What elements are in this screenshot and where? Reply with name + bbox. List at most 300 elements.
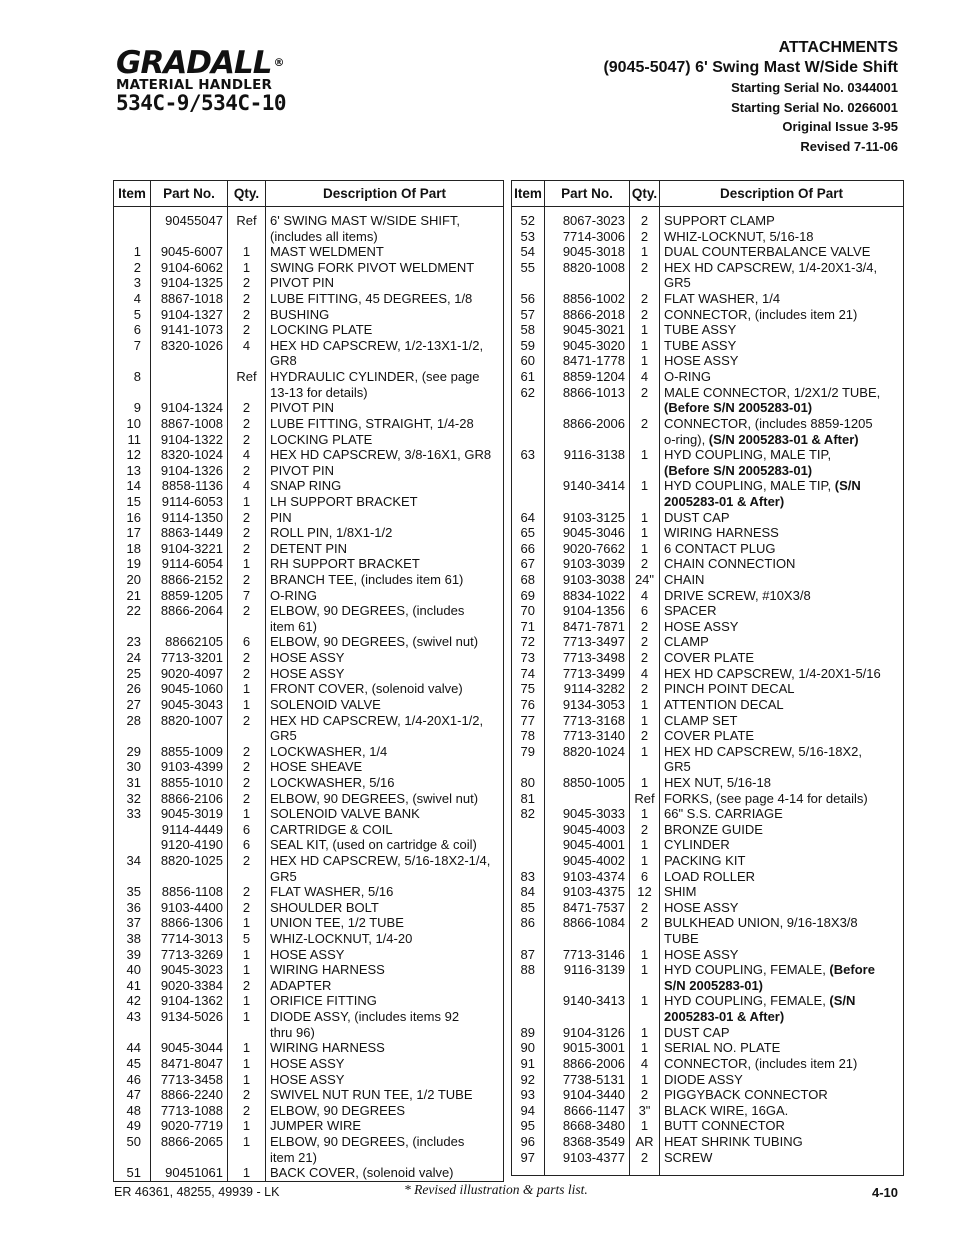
table-row <box>114 213 504 229</box>
item-number: 55 <box>520 259 535 275</box>
part-number: 7713-3458 <box>151 1072 228 1088</box>
quantity: Ref <box>228 369 266 385</box>
description-text: thru 96) <box>270 1024 315 1040</box>
description-text: MAST WELDMENT <box>270 244 384 260</box>
table-row <box>114 260 504 276</box>
description <box>266 853 504 869</box>
description <box>660 510 904 526</box>
description-text: HEX HD CAPSCREW, 5/16-18X2-1/4, <box>270 852 491 868</box>
quantity: 4 <box>228 447 266 463</box>
description-text: LOCKING PLATE <box>270 431 373 447</box>
item-number: 29 <box>126 743 141 759</box>
table-row <box>512 229 904 245</box>
quantity: 2 <box>630 291 660 307</box>
description-text: SOLENOID VALVE <box>270 696 381 712</box>
description-text: COVER PLATE <box>664 650 755 666</box>
description <box>266 650 504 666</box>
description <box>660 1009 904 1025</box>
quantity: 2 <box>228 432 266 448</box>
part-number: 9104-1325 <box>151 275 228 291</box>
description <box>660 525 904 541</box>
description <box>660 744 904 760</box>
item-number: 61 <box>520 369 535 385</box>
description-text: CLAMP SET <box>664 712 738 728</box>
table-row <box>114 541 504 557</box>
part-number <box>545 463 630 479</box>
table-row <box>512 619 904 635</box>
part-number: 7713-3201 <box>151 650 228 666</box>
part-number: 8866-2240 <box>151 1087 228 1103</box>
quantity <box>228 728 266 744</box>
description <box>660 1134 904 1150</box>
part-number: 8866-1013 <box>545 385 630 401</box>
description-text: WIRING HARNESS <box>270 1040 385 1056</box>
item-number: 40 <box>126 962 141 978</box>
table-row <box>114 1056 504 1072</box>
item-number: 92 <box>520 1071 535 1087</box>
part-number: 9045-3043 <box>151 697 228 713</box>
table-row <box>512 869 904 885</box>
part-number <box>151 619 228 635</box>
description-text: BULKHEAD UNION, 9/16-18X3/8 <box>664 915 858 931</box>
filler-cell <box>114 1181 151 1182</box>
table-row <box>512 728 904 744</box>
table-row <box>512 541 904 557</box>
description-text: HEX HD CAPSCREW, 1/4-20X1-5/16 <box>664 665 881 681</box>
parts-table-left <box>113 180 504 1182</box>
part-number: 9020-4097 <box>151 666 228 682</box>
item-number: 25 <box>126 665 141 681</box>
part-number: 8866-2152 <box>151 572 228 588</box>
description <box>266 744 504 760</box>
item-number: 84 <box>520 884 535 900</box>
description <box>660 541 904 557</box>
quantity: 2 <box>630 681 660 697</box>
table-row <box>512 447 904 463</box>
item-number <box>512 978 545 994</box>
part-number: 7713-3499 <box>545 666 630 682</box>
item-number: 42 <box>126 993 141 1009</box>
column-header-qty: Qty. <box>228 181 266 207</box>
quantity: 2 <box>228 884 266 900</box>
description <box>266 1150 504 1166</box>
column-header-part-no: Part No. <box>545 181 630 207</box>
item-number: 96 <box>520 1133 535 1149</box>
part-number: 9104-3440 <box>545 1087 630 1103</box>
description <box>660 713 904 729</box>
description-text: FRONT COVER, (solenoid valve) <box>270 681 463 697</box>
part-number: 8820-1024 <box>545 744 630 760</box>
part-number: 9114-1350 <box>151 510 228 526</box>
part-number: 8850-1005 <box>545 775 630 791</box>
item-number: 9 <box>133 400 141 416</box>
item-number: 95 <box>520 1118 535 1134</box>
item-number: 52 <box>520 213 535 228</box>
item-number: 89 <box>520 1024 535 1040</box>
description <box>266 1087 504 1103</box>
table-row <box>512 275 904 291</box>
item-number <box>512 416 545 432</box>
original-issue: Original Issue 3-95 <box>782 119 898 134</box>
item-number: 50 <box>126 1133 141 1149</box>
quantity: 2 <box>228 275 266 291</box>
quantity: 1 <box>630 962 660 978</box>
quantity: 1 <box>228 947 266 963</box>
description <box>266 322 504 338</box>
part-number: 9104-3221 <box>151 541 228 557</box>
description-text: SWIVEL NUT RUN TEE, 1/2 TUBE <box>270 1087 473 1103</box>
table-row <box>114 291 504 307</box>
quantity: 1 <box>630 322 660 338</box>
item-number: 65 <box>520 525 535 541</box>
item-number: 33 <box>126 806 141 822</box>
part-number: 9104-1362 <box>151 993 228 1009</box>
part-number: 9114-4449 <box>151 822 228 838</box>
item-number <box>512 822 545 838</box>
description-text: GR5 <box>664 759 691 775</box>
description <box>660 822 904 838</box>
part-number <box>545 1009 630 1025</box>
table-row <box>512 853 904 869</box>
description <box>266 463 504 479</box>
quantity: 2 <box>228 978 266 994</box>
description <box>266 385 504 401</box>
item-number: 27 <box>126 696 141 712</box>
description <box>660 1118 904 1134</box>
filler-cell <box>512 1165 545 1175</box>
part-number: 8855-1009 <box>151 744 228 760</box>
description <box>660 1040 904 1056</box>
description <box>660 853 904 869</box>
column-header-qty: Qty. <box>630 181 660 207</box>
quantity: 2 <box>630 213 660 229</box>
description-text: CONNECTOR, (includes 8859-1205 <box>664 415 873 431</box>
item-number: 15 <box>126 493 141 509</box>
quantity: 1 <box>228 1165 266 1181</box>
part-number <box>545 791 630 807</box>
item-number: 23 <box>126 634 141 650</box>
item-number <box>114 822 151 838</box>
quantity: 1 <box>630 744 660 760</box>
part-number: 7713-1088 <box>151 1103 228 1119</box>
description <box>660 869 904 885</box>
part-number: 8866-2006 <box>545 1056 630 1072</box>
quantity <box>630 463 660 479</box>
quantity: 1 <box>630 244 660 260</box>
description-text: LOCKWASHER, 1/4 <box>270 743 388 759</box>
table-row <box>114 572 504 588</box>
footer-engineering-ref: ER 46361, 48255, 49939 - LK <box>114 1185 280 1199</box>
item-number <box>512 993 545 1009</box>
quantity: 2 <box>228 603 266 619</box>
description <box>660 962 904 978</box>
description-text: DRIVE SCREW, #10X3/8 <box>664 587 811 603</box>
part-number: 8856-1108 <box>151 884 228 900</box>
parts-table-right <box>511 180 904 1176</box>
part-number: 9114-3282 <box>545 681 630 697</box>
part-number: 9103-4377 <box>545 1150 630 1166</box>
table-row <box>114 697 504 713</box>
description <box>660 931 904 947</box>
description-text: HOSE SHEAVE <box>270 759 363 775</box>
quantity: 24" <box>630 572 660 588</box>
table-row <box>512 400 904 416</box>
serial-note: (Before S/N 2005283-01) <box>664 400 813 416</box>
part-number: 8866-1306 <box>151 915 228 931</box>
part-number: 9116-3139 <box>545 962 630 978</box>
description-text: SHIM <box>664 884 697 900</box>
description <box>660 572 904 588</box>
item-number: 79 <box>520 743 535 759</box>
table-row <box>114 744 504 760</box>
description <box>266 260 504 276</box>
table-row <box>114 1025 504 1041</box>
item-number <box>114 728 151 744</box>
table-row <box>114 978 504 994</box>
description <box>266 1056 504 1072</box>
part-number: 8859-1204 <box>545 369 630 385</box>
quantity: 1 <box>630 775 660 791</box>
part-number: 7713-3168 <box>545 713 630 729</box>
quantity: 4 <box>228 478 266 494</box>
quantity: 1 <box>630 837 660 853</box>
description-text: BRONZE GUIDE <box>664 821 763 837</box>
serial-number-1: Starting Serial No. 0344001 <box>731 80 898 95</box>
table-row <box>512 791 904 807</box>
item-number: 44 <box>126 1040 141 1056</box>
item-number: 45 <box>126 1055 141 1071</box>
part-number <box>545 400 630 416</box>
part-number: 8471-8047 <box>151 1056 228 1072</box>
description-text: HYD COUPLING, MALE TIP, <box>664 478 835 494</box>
table-row <box>114 510 504 526</box>
description-text: CONNECTOR, (includes item 21) <box>664 1055 858 1071</box>
item-number: 7 <box>133 337 141 353</box>
item-number: 19 <box>126 556 141 572</box>
part-number: 9120-4190 <box>151 837 228 853</box>
quantity: 5 <box>228 931 266 947</box>
description-text: CLAMP <box>664 634 709 650</box>
part-number: 9103-3125 <box>545 510 630 526</box>
item-number <box>114 213 151 229</box>
item-number: 87 <box>520 946 535 962</box>
part-number: 8866-2065 <box>151 1134 228 1150</box>
description-text: TUBE ASSY <box>664 337 737 353</box>
item-number <box>512 400 545 416</box>
description <box>266 1009 504 1025</box>
quantity <box>630 275 660 291</box>
part-number: 8471-1778 <box>545 353 630 369</box>
description-text: (includes all items) <box>270 228 378 244</box>
description-text: MALE CONNECTOR, 1/2X1/2 TUBE, <box>664 384 881 400</box>
item-number <box>512 759 545 775</box>
description <box>660 666 904 682</box>
description-text: WIRING HARNESS <box>664 525 779 541</box>
table-row <box>512 822 904 838</box>
quantity: 2 <box>630 416 660 432</box>
item-number: 91 <box>520 1055 535 1071</box>
part-number: 8866-2006 <box>545 416 630 432</box>
item-number: 8 <box>133 369 141 385</box>
page-title: ATTACHMENTS <box>778 39 898 56</box>
column-header-item: Item <box>114 181 151 207</box>
description-text: PIGGYBACK CONNECTOR <box>664 1087 828 1103</box>
item-number: 93 <box>520 1087 535 1103</box>
table-row <box>114 307 504 323</box>
description-text: HOSE ASSY <box>664 353 739 369</box>
description-text: LUBE FITTING, 45 DEGREES, 1/8 <box>270 291 473 307</box>
description <box>660 432 904 448</box>
quantity: Ref <box>630 791 660 807</box>
description-text: HOSE ASSY <box>270 1055 345 1071</box>
quantity: 1 <box>630 1040 660 1056</box>
table-row <box>512 385 904 401</box>
quantity: 1 <box>228 1040 266 1056</box>
quantity: 3" <box>630 1103 660 1119</box>
description <box>266 1072 504 1088</box>
part-number: 9104-3126 <box>545 1025 630 1041</box>
item-number: 76 <box>520 696 535 712</box>
description-text: o-ring), <box>664 431 709 447</box>
description-text: ELBOW, 90 DEGREES, (includes <box>270 603 465 619</box>
description-text: DUST CAP <box>664 1024 730 1040</box>
quantity: 2 <box>228 759 266 775</box>
quantity: 1 <box>630 853 660 869</box>
item-number: 60 <box>520 353 535 369</box>
table-row <box>512 713 904 729</box>
description <box>660 213 904 229</box>
table-row <box>114 432 504 448</box>
description-text: SERIAL NO. PLATE <box>664 1040 781 1056</box>
part-number: 8668-3480 <box>545 1118 630 1134</box>
description-text: O-RING <box>664 369 711 385</box>
part-number: 9114-6054 <box>151 556 228 572</box>
quantity: 2 <box>228 650 266 666</box>
description <box>660 1056 904 1072</box>
description-text: ELBOW, 90 DEGREES, (swivel nut) <box>270 634 479 650</box>
item-number: 1 <box>133 244 141 260</box>
part-number: 8820-1007 <box>151 713 228 729</box>
description <box>660 900 904 916</box>
part-number: 9103-4374 <box>545 869 630 885</box>
part-number: 8866-2064 <box>151 603 228 619</box>
part-number: 7713-3498 <box>545 650 630 666</box>
description-text: DIODE ASSY, (includes items 92 <box>270 1009 460 1025</box>
part-number <box>151 229 228 245</box>
quantity <box>630 978 660 994</box>
item-number: 46 <box>126 1071 141 1087</box>
description-text: WHIZ-LOCKNUT, 5/16-18 <box>664 228 814 244</box>
description-text: BRANCH TEE, (includes item 61) <box>270 572 464 588</box>
description-text: HOSE ASSY <box>664 899 739 915</box>
table-row <box>114 588 504 604</box>
item-number: 49 <box>126 1118 141 1134</box>
quantity <box>228 1025 266 1041</box>
description-text: PIVOT PIN <box>270 462 335 478</box>
description-text: ATTENTION DECAL <box>664 696 784 712</box>
item-number: 22 <box>126 603 141 619</box>
table-row <box>512 291 904 307</box>
description-text: SOLENOID VALVE BANK <box>270 806 420 822</box>
item-number <box>114 353 151 369</box>
description <box>266 993 504 1009</box>
item-number: 66 <box>520 540 535 556</box>
table-row <box>512 806 904 822</box>
quantity: 2 <box>228 791 266 807</box>
description <box>660 275 904 291</box>
part-number: 8471-7871 <box>545 619 630 635</box>
description-text: FLAT WASHER, 5/16 <box>270 884 394 900</box>
item-number: 48 <box>126 1102 141 1118</box>
description-text: DUAL COUNTERBALANCE VALVE <box>664 244 871 260</box>
part-number: 8866-2106 <box>151 791 228 807</box>
item-number: 62 <box>520 384 535 400</box>
quantity: 1 <box>228 1056 266 1072</box>
description-text: SPACER <box>664 603 717 619</box>
table-row <box>114 962 504 978</box>
quantity: 7 <box>228 588 266 604</box>
description <box>660 494 904 510</box>
item-number <box>512 275 545 291</box>
part-number: 9045-1060 <box>151 681 228 697</box>
serial-note: (S/N 2005283-01 & After) <box>708 431 859 447</box>
description <box>660 681 904 697</box>
description <box>660 353 904 369</box>
table-row <box>512 666 904 682</box>
quantity <box>630 400 660 416</box>
description-text: CYLINDER <box>664 837 730 853</box>
table-row <box>512 588 904 604</box>
table-row <box>512 1087 904 1103</box>
description <box>266 541 504 557</box>
description <box>660 837 904 853</box>
table-row <box>512 322 904 338</box>
description-text: 66" S.S. CARRIAGE <box>664 806 783 822</box>
description <box>660 229 904 245</box>
table-row <box>114 759 504 775</box>
description <box>266 634 504 650</box>
table-row <box>512 416 904 432</box>
description-text: COVER PLATE <box>664 728 755 744</box>
item-number: 74 <box>520 665 535 681</box>
table-row <box>114 322 504 338</box>
description <box>266 791 504 807</box>
description <box>266 494 504 510</box>
table-row <box>512 900 904 916</box>
quantity <box>228 229 266 245</box>
part-number <box>545 978 630 994</box>
description-text: LH SUPPORT BRACKET <box>270 493 418 509</box>
description-text: WHIZ-LOCKNUT, 1/4-20 <box>270 931 413 947</box>
filler-cell <box>228 1181 266 1182</box>
part-number <box>545 432 630 448</box>
description <box>660 759 904 775</box>
description <box>266 291 504 307</box>
part-number: 9020-7662 <box>545 541 630 557</box>
part-number: 9015-3001 <box>545 1040 630 1056</box>
table-header-row <box>114 181 504 207</box>
table-row <box>114 478 504 494</box>
description <box>266 369 504 385</box>
quantity: 2 <box>630 619 660 635</box>
table-row <box>512 494 904 510</box>
description <box>266 213 504 229</box>
item-number: 28 <box>126 712 141 728</box>
serial-note: 2005283-01 & After) <box>664 1009 785 1025</box>
description-text: UNION TEE, 1/2 TUBE <box>270 915 404 931</box>
table-row <box>512 260 904 276</box>
description <box>266 353 504 369</box>
